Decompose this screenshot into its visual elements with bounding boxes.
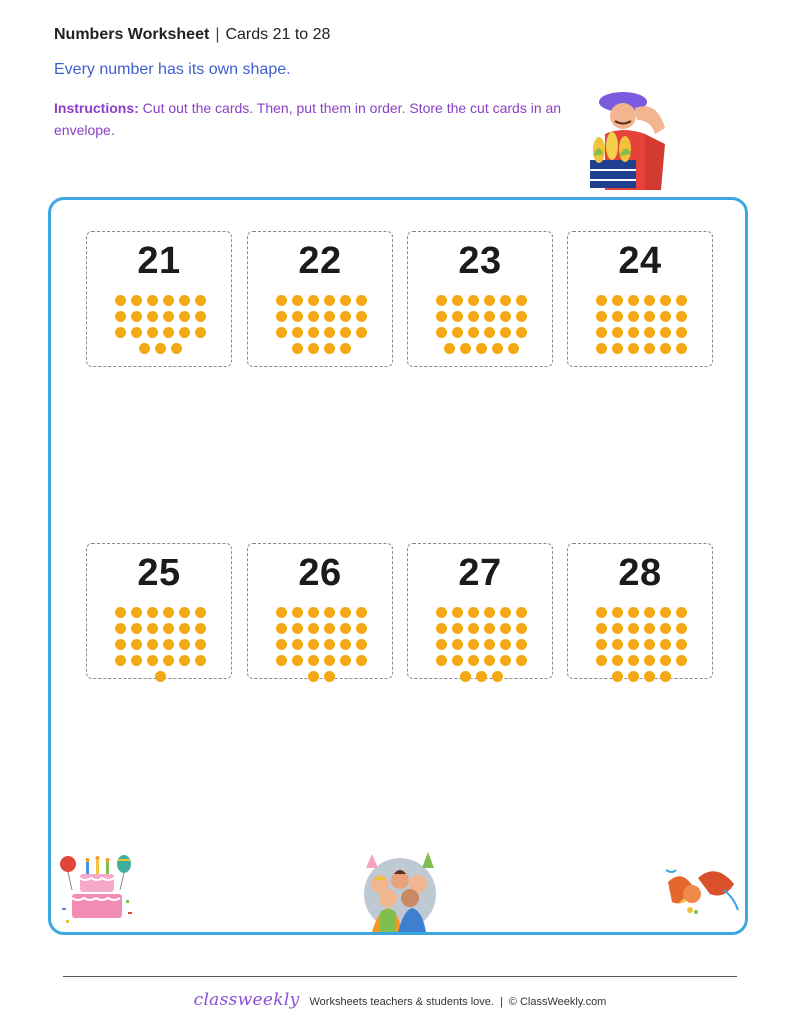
counting-dot — [163, 623, 174, 634]
counting-dot — [340, 639, 351, 650]
counting-dot — [628, 327, 639, 338]
dot-grid — [568, 232, 714, 368]
counting-dot — [324, 311, 335, 322]
counting-dot — [155, 343, 166, 354]
counting-dot — [131, 639, 142, 650]
card-number: 26 — [298, 552, 342, 594]
counting-dot — [484, 639, 495, 650]
counting-dot — [452, 295, 463, 306]
counting-dot — [660, 295, 671, 306]
counting-dot — [660, 671, 671, 682]
counting-dot — [276, 655, 287, 666]
dot-grid — [408, 544, 554, 680]
counting-dot — [324, 295, 335, 306]
counting-dot — [676, 311, 687, 322]
title-bold: Numbers Worksheet — [54, 26, 210, 43]
counting-dot — [644, 623, 655, 634]
counting-dot — [195, 607, 206, 618]
card-number: 24 — [618, 240, 662, 282]
counting-dot — [444, 343, 455, 354]
counting-dot — [115, 311, 126, 322]
counting-dot — [356, 655, 367, 666]
footer — [0, 990, 800, 1010]
number-card-26[interactable] — [247, 543, 393, 679]
counting-dot — [484, 311, 495, 322]
counting-dot — [195, 295, 206, 306]
counting-dot — [324, 327, 335, 338]
counting-dot — [436, 655, 447, 666]
counting-dot — [660, 327, 671, 338]
counting-dot — [612, 607, 623, 618]
parrot-illustration — [662, 860, 742, 920]
counting-dot — [484, 655, 495, 666]
counting-dot — [628, 623, 639, 634]
counting-dot — [500, 607, 511, 618]
counting-dot — [276, 607, 287, 618]
counting-dot — [356, 327, 367, 338]
number-card-21[interactable] — [86, 231, 232, 367]
counting-dot — [452, 623, 463, 634]
instructions-text: Cut out the cards. Then, put them in order. Store the cut cards in an envelope. — [54, 100, 562, 138]
counting-dot — [324, 639, 335, 650]
counting-dot — [676, 639, 687, 650]
counting-dot — [115, 639, 126, 650]
counting-dot — [676, 343, 687, 354]
counting-dot — [308, 623, 319, 634]
counting-dot — [436, 311, 447, 322]
counting-dot — [660, 639, 671, 650]
counting-dot — [484, 295, 495, 306]
counting-dot — [596, 327, 607, 338]
counting-dot — [115, 623, 126, 634]
counting-dot — [476, 343, 487, 354]
counting-dot — [179, 623, 190, 634]
counting-dot — [516, 639, 527, 650]
counting-dot — [163, 327, 174, 338]
counting-dot — [452, 311, 463, 322]
counting-dot — [644, 607, 655, 618]
counting-dot — [612, 671, 623, 682]
counting-dot — [276, 623, 287, 634]
counting-dot — [484, 607, 495, 618]
counting-dot — [644, 655, 655, 666]
counting-dot — [356, 311, 367, 322]
counting-dot — [340, 607, 351, 618]
counting-dot — [131, 311, 142, 322]
counting-dot — [147, 623, 158, 634]
counting-dot — [612, 343, 623, 354]
counting-dot — [115, 655, 126, 666]
counting-dot — [195, 327, 206, 338]
counting-dot — [452, 639, 463, 650]
counting-dot — [340, 623, 351, 634]
title-separator: | — [215, 26, 220, 43]
counting-dot — [147, 311, 158, 322]
counting-dot — [644, 343, 655, 354]
counting-dot — [676, 623, 687, 634]
counting-dot — [468, 623, 479, 634]
number-card-25[interactable] — [86, 543, 232, 679]
counting-dot — [676, 655, 687, 666]
counting-dot — [163, 295, 174, 306]
counting-dot — [308, 655, 319, 666]
counting-dot — [452, 607, 463, 618]
dot-grid — [248, 232, 394, 368]
counting-dot — [276, 295, 287, 306]
cheering-people-illustration — [358, 848, 442, 932]
counting-dot — [292, 607, 303, 618]
counting-dot — [276, 311, 287, 322]
counting-dot — [644, 295, 655, 306]
counting-dot — [628, 311, 639, 322]
counting-dot — [468, 639, 479, 650]
counting-dot — [500, 295, 511, 306]
counting-dot — [292, 639, 303, 650]
counting-dot — [139, 343, 150, 354]
counting-dot — [324, 655, 335, 666]
counting-dot — [660, 623, 671, 634]
counting-dot — [612, 311, 623, 322]
card-number: 25 — [137, 552, 181, 594]
footer-copyright: © ClassWeekly.com — [508, 996, 607, 1008]
counting-dot — [596, 343, 607, 354]
counting-dot — [179, 311, 190, 322]
dot-grid — [248, 544, 394, 680]
counting-dot — [147, 327, 158, 338]
counting-dot — [628, 295, 639, 306]
counting-dot — [452, 655, 463, 666]
counting-dot — [179, 295, 190, 306]
counting-dot — [147, 607, 158, 618]
counting-dot — [500, 623, 511, 634]
counting-dot — [131, 607, 142, 618]
counting-dot — [492, 671, 503, 682]
counting-dot — [147, 655, 158, 666]
counting-dot — [612, 639, 623, 650]
counting-dot — [492, 343, 503, 354]
counting-dot — [500, 639, 511, 650]
counting-dot — [340, 295, 351, 306]
counting-dot — [676, 607, 687, 618]
counting-dot — [500, 327, 511, 338]
counting-dot — [163, 639, 174, 650]
counting-dot — [324, 671, 335, 682]
card-number: 23 — [458, 240, 502, 282]
counting-dot — [628, 343, 639, 354]
dot-grid — [87, 544, 233, 680]
counting-dot — [163, 655, 174, 666]
footer-separator: | — [499, 996, 503, 1008]
counting-dot — [468, 607, 479, 618]
counting-dot — [292, 311, 303, 322]
counting-dot — [340, 311, 351, 322]
counting-dot — [340, 327, 351, 338]
counting-dot — [340, 343, 351, 354]
counting-dot — [516, 607, 527, 618]
instructions-label: Instructions: — [54, 100, 139, 116]
counting-dot — [195, 623, 206, 634]
counting-dot — [644, 311, 655, 322]
number-card-28[interactable] — [567, 543, 713, 679]
counting-dot — [468, 655, 479, 666]
dot-grid — [87, 232, 233, 368]
counting-dot — [179, 639, 190, 650]
counting-dot — [468, 311, 479, 322]
counting-dot — [436, 607, 447, 618]
counting-dot — [484, 623, 495, 634]
counting-dot — [195, 311, 206, 322]
counting-dot — [292, 295, 303, 306]
counting-dot — [131, 655, 142, 666]
counting-dot — [508, 343, 519, 354]
counting-dot — [308, 343, 319, 354]
counting-dot — [131, 623, 142, 634]
counting-dot — [292, 655, 303, 666]
counting-dot — [147, 295, 158, 306]
counting-dot — [436, 327, 447, 338]
counting-dot — [324, 623, 335, 634]
number-card-27[interactable] — [407, 543, 553, 679]
number-card-22[interactable] — [247, 231, 393, 367]
counting-dot — [468, 295, 479, 306]
counting-dot — [436, 639, 447, 650]
counting-dot — [596, 639, 607, 650]
counting-dot — [676, 327, 687, 338]
counting-dot — [628, 671, 639, 682]
counting-dot — [356, 623, 367, 634]
counting-dot — [308, 639, 319, 650]
counting-dot — [484, 327, 495, 338]
counting-dot — [195, 655, 206, 666]
footer-divider — [63, 976, 737, 977]
counting-dot — [516, 295, 527, 306]
counting-dot — [308, 327, 319, 338]
counting-dot — [276, 327, 287, 338]
counting-dot — [460, 343, 471, 354]
birthday-cake-illustration — [58, 850, 136, 926]
counting-dot — [452, 327, 463, 338]
counting-dot — [195, 639, 206, 650]
counting-dot — [155, 671, 166, 682]
counting-dot — [612, 327, 623, 338]
counting-dot — [179, 655, 190, 666]
counting-dot — [292, 343, 303, 354]
card-number: 27 — [458, 552, 502, 594]
subtitle: Every number has its own shape. — [54, 61, 291, 78]
counting-dot — [660, 343, 671, 354]
counting-dot — [115, 295, 126, 306]
counting-dot — [596, 311, 607, 322]
counting-dot — [324, 343, 335, 354]
counting-dot — [644, 639, 655, 650]
counting-dot — [468, 327, 479, 338]
counting-dot — [612, 295, 623, 306]
counting-dot — [676, 295, 687, 306]
farmer-illustration — [585, 86, 685, 190]
counting-dot — [516, 623, 527, 634]
counting-dot — [163, 607, 174, 618]
counting-dot — [147, 639, 158, 650]
counting-dot — [276, 639, 287, 650]
counting-dot — [115, 327, 126, 338]
counting-dot — [292, 327, 303, 338]
counting-dot — [516, 655, 527, 666]
number-card-24[interactable] — [567, 231, 713, 367]
counting-dot — [308, 311, 319, 322]
counting-dot — [356, 639, 367, 650]
counting-dot — [476, 671, 487, 682]
counting-dot — [628, 639, 639, 650]
counting-dot — [644, 671, 655, 682]
counting-dot — [500, 655, 511, 666]
counting-dot — [436, 295, 447, 306]
counting-dot — [356, 295, 367, 306]
counting-dot — [356, 607, 367, 618]
counting-dot — [596, 655, 607, 666]
card-number: 28 — [618, 552, 662, 594]
number-card-23[interactable] — [407, 231, 553, 367]
counting-dot — [596, 607, 607, 618]
counting-dot — [612, 623, 623, 634]
counting-dot — [115, 607, 126, 618]
counting-dot — [179, 607, 190, 618]
counting-dot — [628, 655, 639, 666]
counting-dot — [324, 607, 335, 618]
dot-grid — [408, 232, 554, 368]
counting-dot — [179, 327, 190, 338]
counting-dot — [131, 327, 142, 338]
card-number: 22 — [298, 240, 342, 282]
brand-logo: classweekly — [193, 990, 300, 1010]
counting-dot — [163, 311, 174, 322]
counting-dot — [171, 343, 182, 354]
instructions — [54, 97, 574, 141]
counting-dot — [628, 607, 639, 618]
title-range: Cards 21 to 28 — [225, 26, 331, 43]
counting-dot — [516, 327, 527, 338]
counting-dot — [308, 671, 319, 682]
counting-dot — [436, 623, 447, 634]
counting-dot — [660, 655, 671, 666]
counting-dot — [460, 671, 471, 682]
dot-grid — [568, 544, 714, 680]
counting-dot — [596, 623, 607, 634]
counting-dot — [516, 311, 527, 322]
counting-dot — [308, 607, 319, 618]
counting-dot — [660, 607, 671, 618]
counting-dot — [500, 311, 511, 322]
counting-dot — [292, 623, 303, 634]
counting-dot — [596, 295, 607, 306]
footer-tagline: Worksheets teachers & students love. — [309, 996, 494, 1008]
counting-dot — [308, 295, 319, 306]
worksheet-title — [54, 26, 330, 44]
counting-dot — [131, 295, 142, 306]
counting-dot — [660, 311, 671, 322]
counting-dot — [340, 655, 351, 666]
card-number: 21 — [137, 240, 181, 282]
counting-dot — [644, 327, 655, 338]
counting-dot — [612, 655, 623, 666]
